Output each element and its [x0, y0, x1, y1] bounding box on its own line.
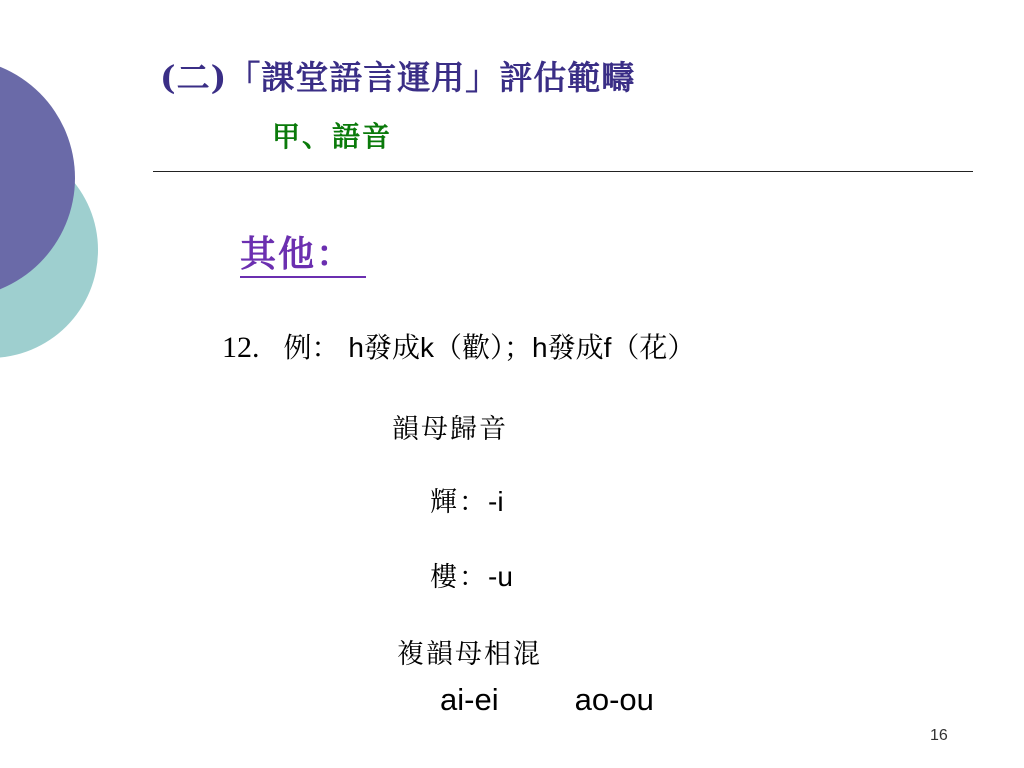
lou-char: 樓： [430, 562, 488, 593]
sound-f: f [603, 332, 612, 363]
compound-label: 複韻母相混 [397, 639, 542, 670]
title-divider [153, 171, 973, 172]
becomes-text-1: 發成 [364, 331, 421, 364]
slide-title: (二)「課堂語言運用」評估範疇 [160, 58, 636, 97]
section-heading: 其他： [240, 232, 366, 278]
sound-h-2: h [532, 332, 548, 363]
pair-ao-ou: ao-ou [574, 682, 654, 717]
item-number: 12. [222, 331, 260, 364]
vowel-pairs [440, 682, 654, 718]
decorative-circles [0, 0, 120, 420]
sound-h-1: h [348, 332, 364, 363]
hui-row [430, 480, 504, 519]
pair-ai-ei: ai-ei [440, 682, 499, 717]
example-word-huan: （歡）； [434, 331, 533, 364]
becomes-text-2: 發成 [547, 331, 604, 364]
sound-k: k [420, 332, 435, 363]
hui-value: -i [488, 486, 504, 517]
slide-subtitle: 甲、語音 [272, 120, 393, 153]
example-label: 例： [283, 331, 340, 364]
rhyme-label: 韻母歸音 [392, 414, 508, 445]
page-number: 16 [930, 727, 948, 744]
hui-char: 輝： [430, 487, 488, 518]
lou-value: -u [488, 561, 513, 592]
example-word-hua: （花） [611, 331, 696, 364]
example-line [222, 326, 695, 366]
lou-row [430, 555, 513, 594]
